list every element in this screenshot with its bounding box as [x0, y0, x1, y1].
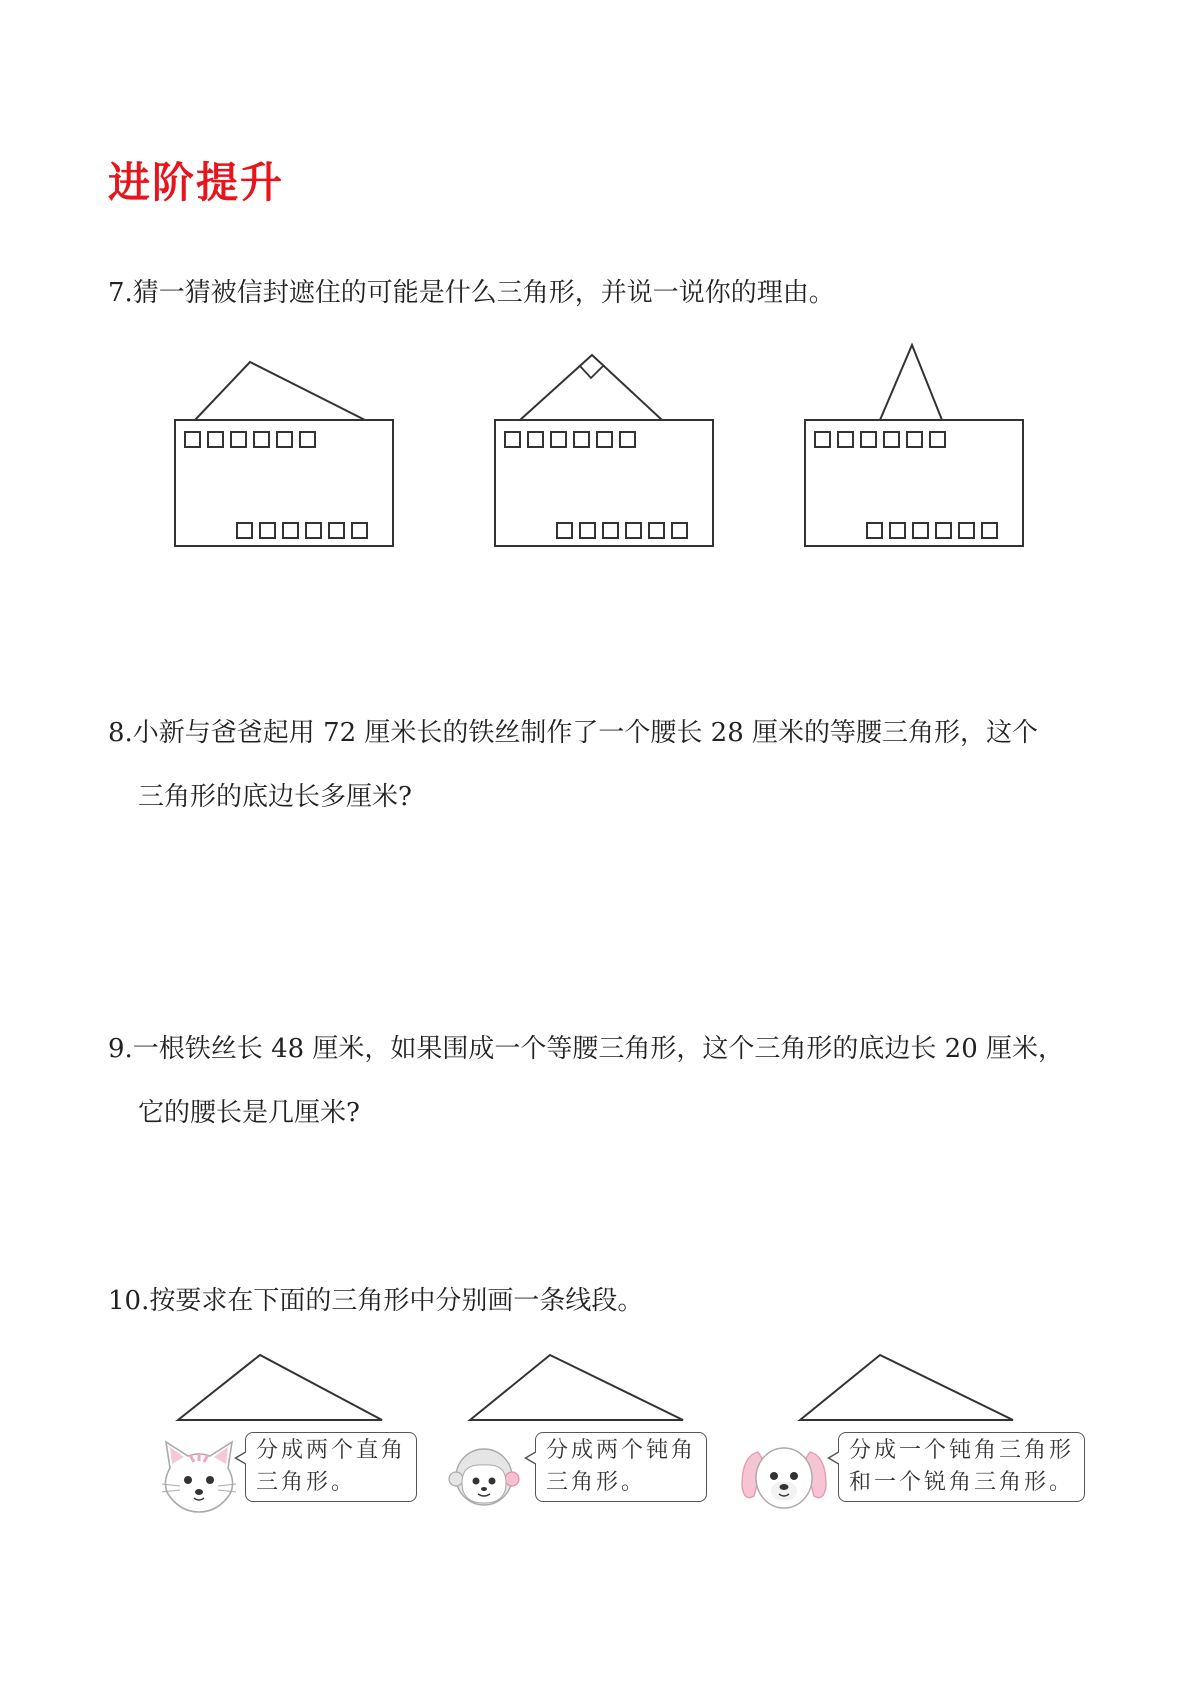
question-8-line-1: 8.小新与爸爸起用 72 厘米长的铁丝制作了一个腰长 28 厘米的等腰三角形，这个 — [108, 718, 1039, 748]
hidden-triangle-2 — [520, 355, 662, 420]
envelope-figure-1 — [170, 350, 400, 560]
hint-bubble-3: 分成一个钝角三角形 和一个锐角三角形。 — [838, 1432, 1085, 1502]
triangle-task-2[interactable] — [465, 1350, 690, 1425]
envelope-figure-2 — [490, 345, 720, 560]
question-9-line-2: 它的腰长是几厘米? — [138, 1098, 360, 1128]
cat-face-icon — [158, 1438, 240, 1516]
dog-face-icon — [738, 1436, 830, 1514]
triangle-task-3[interactable] — [795, 1350, 1020, 1425]
question-7-text: 7.猜一猜被信封遮住的可能是什么三角形，并说一说你的理由。 — [108, 278, 835, 308]
hint-bubble-2: 分成两个钝角 三角形。 — [535, 1432, 707, 1502]
envelope-figure-3 — [800, 340, 1030, 560]
right-angle-mark — [580, 366, 603, 378]
section-title: 进阶提升 — [108, 158, 285, 207]
question-9-line-1: 9.一根铁丝长 48 厘米，如果围成一个等腰三角形，这个三角形的底边长 20 厘米， — [108, 1034, 1065, 1064]
triangle-task-1[interactable] — [170, 1350, 390, 1425]
hint-bubble-1: 分成两个直角 三角形。 — [245, 1432, 417, 1502]
question-7 — [108, 280, 835, 306]
hidden-triangle-3 — [880, 345, 942, 420]
question-10-text: 10.按要求在下面的三角形中分别画一条线段。 — [108, 1286, 644, 1316]
question-8-line-2: 三角形的底边长多厘米? — [138, 782, 412, 812]
question-10 — [108, 1288, 643, 1314]
question-8 — [108, 720, 1038, 810]
monkey-face-icon — [448, 1443, 520, 1511]
question-9 — [108, 1036, 1064, 1126]
hidden-triangle-1 — [195, 362, 365, 420]
